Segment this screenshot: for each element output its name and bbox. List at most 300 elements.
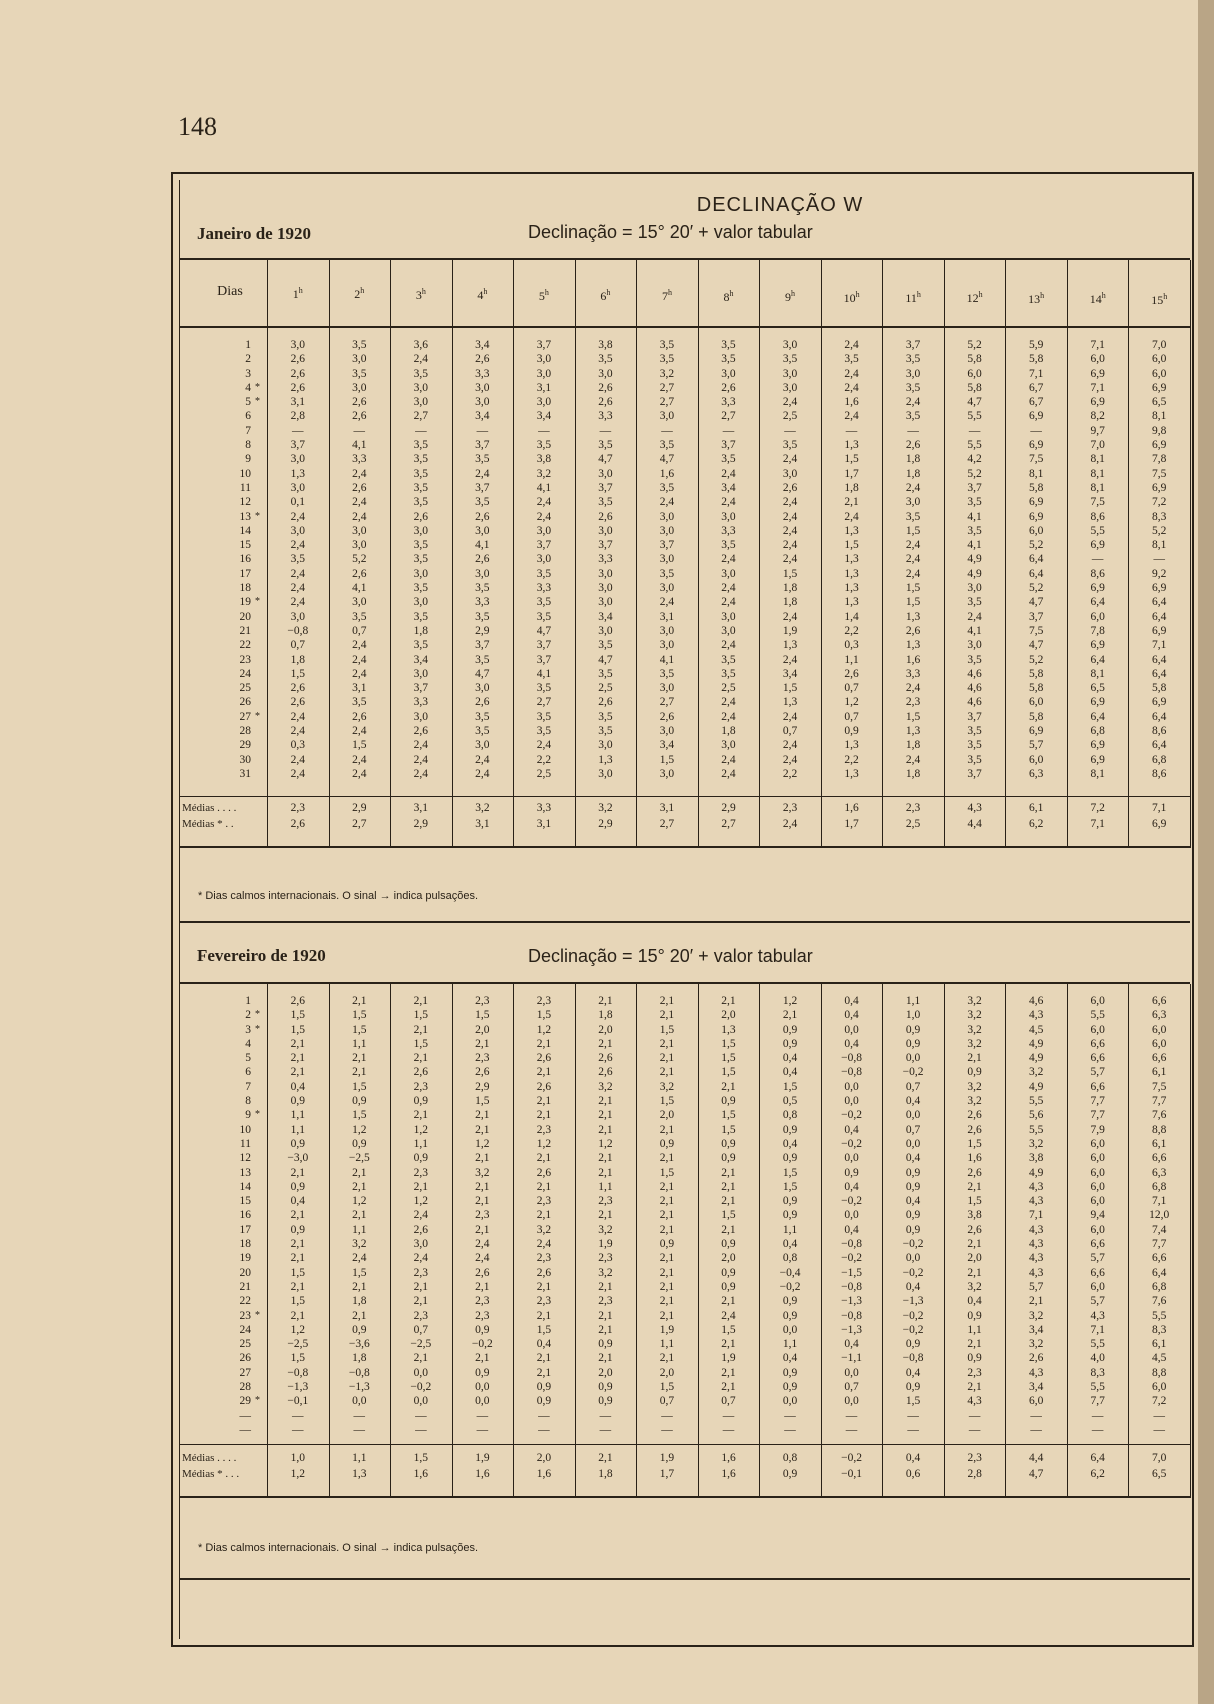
value-cell: — [968, 424, 981, 437]
value-cell: 3,5 [721, 339, 736, 351]
table-row [180, 1309, 1190, 1323]
calm-day-marker [255, 1251, 267, 1265]
value-cell: 1,9 [598, 1238, 613, 1251]
table-row [180, 994, 1190, 1008]
table-row [180, 1251, 1190, 1265]
value-cell: 0,9 [967, 1066, 982, 1079]
value-cell: 7,0 [1090, 439, 1105, 452]
means-label: Médias * . . [182, 818, 234, 830]
value-cell: 2,6 [475, 510, 490, 523]
value-cell: 7,6 [1152, 1295, 1167, 1308]
means-row [180, 1466, 1190, 1482]
value-cell: 1,3 [905, 610, 921, 623]
value-cell: 3,0 [536, 524, 552, 537]
value-cell: 6,8 [1152, 1180, 1167, 1193]
value-cell: 2,1 [967, 1180, 982, 1193]
value-cell: 0,9 [905, 1166, 921, 1179]
value-cell: 8,6 [1152, 725, 1167, 738]
value-cell: 4,3 [1090, 1309, 1105, 1322]
value-cell: 2,6 [290, 682, 305, 695]
mean-value-cell: 1,8 [598, 1468, 613, 1480]
value-cell: 3,5 [413, 496, 429, 509]
formula-january: Declinação = 15° 20′ + valor tabular [528, 222, 813, 242]
value-cell: 1,3 [844, 767, 859, 780]
day-cell: 16 [239, 1209, 251, 1222]
value-cell: 3,4 [659, 739, 675, 752]
value-cell: 3,7 [721, 439, 736, 452]
value-cell: — [661, 1409, 673, 1422]
value-cell: 6,1 [1152, 1137, 1167, 1150]
value-cell: — [661, 424, 673, 437]
table-row [180, 581, 1190, 595]
month-label-january: Janeiro de 1920 [197, 224, 311, 243]
value-cell: 6,4 [1152, 710, 1167, 723]
value-cell: 5,5 [1028, 1095, 1044, 1108]
value-cell: 3,5 [905, 353, 921, 366]
column-rule [882, 984, 883, 1498]
column-rule [1005, 260, 1006, 848]
value-cell: 1,5 [352, 1266, 367, 1279]
column-rule [575, 260, 576, 848]
value-cell: — [1153, 553, 1165, 566]
value-cell: — [415, 424, 427, 437]
mean-value-cell: 2,3 [290, 802, 305, 814]
value-cell: 2,2 [536, 753, 552, 766]
calm-day-marker: * [255, 710, 260, 722]
calm-day-marker [255, 1266, 267, 1280]
value-cell: 2,1 [659, 1152, 675, 1165]
value-cell: 8,8 [1152, 1123, 1167, 1136]
day-cell: 21 [239, 1280, 251, 1293]
value-cell: −1,1 [841, 1352, 862, 1365]
mean-value-cell: 3,1 [536, 818, 552, 830]
day-cell: 13 [239, 1166, 251, 1179]
calm-day-marker [255, 1409, 267, 1423]
value-cell: −0,2 [779, 1280, 801, 1293]
value-cell: 3,0 [475, 524, 490, 537]
value-cell: 4,5 [1028, 1023, 1044, 1036]
mean-value-cell: 2,7 [659, 818, 675, 830]
value-cell: 2,6 [352, 710, 367, 723]
value-cell: 1,5 [659, 753, 675, 766]
calm-day-marker [255, 467, 267, 481]
value-cell: 3,5 [659, 481, 675, 494]
calm-day-marker [255, 567, 267, 581]
value-cell: 1,3 [290, 467, 305, 480]
value-cell: 3,0 [659, 639, 675, 652]
value-cell: 5,7 [1090, 1066, 1105, 1079]
value-cell: 3,0 [598, 467, 613, 480]
value-cell: — [476, 1409, 489, 1422]
calm-day-marker [255, 1080, 267, 1094]
value-cell: 1,3 [844, 524, 859, 537]
table-row [180, 495, 1190, 509]
value-cell: 8,3 [1152, 510, 1167, 523]
value-cell: 3,2 [967, 1023, 982, 1036]
value-cell: 2,0 [475, 1023, 490, 1036]
value-cell: 1,5 [413, 1009, 429, 1022]
value-cell: 3,1 [352, 682, 367, 695]
value-cell: 1,2 [475, 1137, 490, 1150]
value-cell: 2,4 [475, 753, 490, 766]
rule [180, 326, 1190, 328]
value-cell: 2,4 [475, 467, 490, 480]
value-cell: 2,1 [413, 1109, 429, 1122]
value-cell: 2,4 [352, 496, 367, 509]
value-cell: 1,1 [782, 1338, 798, 1351]
value-cell: 0,9 [905, 1381, 921, 1394]
mean-value-cell: 0,8 [782, 1452, 798, 1464]
value-cell: 3,4 [782, 667, 798, 680]
value-cell: 0,9 [905, 1209, 921, 1222]
calm-day-marker [255, 1351, 267, 1365]
mean-value-cell: 2,0 [536, 1452, 552, 1464]
day-cell: 19 [239, 596, 251, 609]
value-cell: 4,1 [967, 539, 982, 552]
table-row [180, 395, 1190, 409]
value-cell: −1,3 [841, 1323, 862, 1336]
value-cell: 1,8 [782, 596, 798, 609]
value-cell: 2,6 [413, 1066, 429, 1079]
value-cell: 3,4 [413, 653, 429, 666]
hour-header: 6$^h$ [600, 288, 611, 303]
value-cell: 4,3 [1028, 1366, 1044, 1379]
value-cell: 6,4 [1090, 596, 1105, 609]
value-cell: 2,4 [475, 1238, 490, 1251]
table-row [180, 381, 1190, 395]
value-cell: 2,1 [598, 1280, 613, 1293]
value-cell: 2,4 [352, 510, 367, 523]
value-cell: 2,1 [475, 1195, 490, 1208]
value-cell: 7,2 [1152, 1395, 1167, 1408]
value-cell: 6,4 [1152, 1266, 1167, 1279]
mean-value-cell: 4,4 [1028, 1452, 1044, 1464]
calm-day-marker [255, 581, 267, 595]
calm-day-marker: * [255, 1009, 260, 1021]
value-cell: 7,2 [1152, 496, 1167, 509]
value-cell: −0,8 [841, 1309, 862, 1322]
value-cell: 5,5 [1152, 1309, 1167, 1322]
value-cell: 2,1 [290, 1238, 305, 1251]
value-cell: 3,7 [967, 710, 982, 723]
value-cell: 2,4 [536, 496, 552, 509]
value-cell: 3,4 [1028, 1381, 1044, 1394]
day-cell: 27 [239, 1366, 251, 1379]
value-cell: 1,3 [598, 753, 613, 766]
table-row [180, 538, 1190, 552]
value-cell: 6,6 [1152, 1252, 1167, 1265]
value-cell: 6,5 [1152, 396, 1167, 409]
value-cell: 0,9 [721, 1266, 736, 1279]
value-cell: 0,0 [352, 1395, 367, 1408]
value-cell: 2,1 [659, 1123, 675, 1136]
calm-day-marker: * [255, 596, 260, 608]
value-cell: 3,5 [905, 410, 921, 423]
value-cell: 2,6 [290, 381, 305, 394]
day-cell: 2 [245, 1009, 251, 1022]
value-cell: 0,9 [782, 1037, 798, 1050]
day-cell: 5 [245, 1052, 251, 1065]
value-cell: 6,9 [1152, 439, 1167, 452]
value-cell: 3,0 [967, 639, 982, 652]
means-row [180, 800, 1190, 816]
value-cell: 3,5 [413, 582, 429, 595]
value-cell: 6,0 [1090, 1195, 1105, 1208]
value-cell: 4,3 [1028, 1266, 1044, 1279]
value-cell: 3,5 [598, 667, 613, 680]
value-cell: −0,2 [902, 1323, 924, 1336]
table-row [180, 1380, 1190, 1394]
value-cell: 5,8 [967, 381, 982, 394]
value-cell: 0,4 [782, 1238, 798, 1251]
value-cell: 0,7 [905, 1080, 921, 1093]
value-cell: 6,9 [1090, 753, 1105, 766]
value-cell: 1,1 [967, 1323, 982, 1336]
value-cell: 4,9 [1028, 1037, 1044, 1050]
value-cell: 9,4 [1090, 1209, 1105, 1222]
value-cell: 2,5 [721, 682, 736, 695]
value-cell: 2,6 [475, 553, 490, 566]
value-cell: 3,4 [536, 410, 552, 423]
value-cell: 6,8 [1090, 725, 1105, 738]
value-cell: 2,1 [290, 1280, 305, 1293]
value-cell: 2,4 [536, 510, 552, 523]
value-cell: — [476, 424, 489, 437]
value-cell: 4,3 [1028, 1180, 1044, 1193]
value-cell: −0,8 [287, 1366, 309, 1379]
day-cell: 18 [239, 582, 251, 595]
value-cell: 3,7 [290, 439, 305, 452]
table-row [180, 653, 1190, 667]
mean-value-cell: 4,4 [967, 818, 982, 830]
value-cell: 2,4 [290, 510, 305, 523]
value-cell: 2,1 [536, 1180, 552, 1193]
value-cell: 6,0 [1090, 1180, 1105, 1193]
value-cell: 3,0 [782, 467, 798, 480]
value-cell: 2,4 [659, 496, 675, 509]
value-cell: 0,9 [536, 1395, 552, 1408]
column-rule [329, 984, 330, 1498]
value-cell: 0,4 [782, 1052, 798, 1065]
value-cell: 2,1 [536, 1066, 552, 1079]
value-cell: 6,4 [1090, 710, 1105, 723]
value-cell: 4,3 [1028, 1009, 1044, 1022]
value-cell: 2,1 [721, 1195, 736, 1208]
value-cell: 1,8 [782, 582, 798, 595]
value-cell: 3,8 [598, 339, 613, 351]
table-row [180, 767, 1190, 781]
value-cell: 0,0 [844, 1023, 859, 1036]
value-cell: 2,1 [659, 1252, 675, 1265]
table-row [180, 1180, 1190, 1194]
value-cell: 1,2 [598, 1137, 613, 1150]
value-cell: −0,2 [841, 1195, 862, 1208]
value-cell: 6,9 [1152, 381, 1167, 394]
value-cell: 3,5 [659, 567, 675, 580]
value-cell: 2,1 [290, 1309, 305, 1322]
value-cell: 0,9 [721, 1152, 736, 1165]
value-cell: 2,1 [536, 1095, 552, 1108]
value-cell: 0,9 [782, 1152, 798, 1165]
value-cell: 6,0 [1028, 524, 1044, 537]
column-rule [390, 984, 391, 1498]
value-cell: 2,1 [659, 1266, 675, 1279]
value-cell: 2,1 [413, 1295, 429, 1308]
value-cell: 3,0 [659, 410, 675, 423]
table-row [180, 724, 1190, 738]
calm-day-marker: * [255, 1109, 260, 1121]
value-cell: 1,5 [290, 1295, 305, 1308]
table-row [180, 1194, 1190, 1208]
value-cell: 7,4 [1152, 1223, 1167, 1236]
column-rule [1190, 260, 1191, 848]
value-cell: 1,5 [659, 1166, 675, 1179]
value-cell: 0,4 [844, 995, 859, 1007]
value-cell: 3,0 [782, 367, 798, 380]
day-cell: 7 [245, 424, 251, 437]
value-cell: 7,1 [1028, 367, 1044, 380]
value-cell: 2,0 [967, 1252, 982, 1265]
value-cell: 1,3 [844, 596, 859, 609]
value-cell: 1,5 [475, 1009, 490, 1022]
value-cell: 6,0 [1090, 1223, 1105, 1236]
value-cell: 4,6 [967, 696, 982, 709]
value-cell: 2,4 [659, 596, 675, 609]
value-cell: 1,5 [782, 682, 798, 695]
mean-value-cell: 6,2 [1090, 1468, 1105, 1480]
value-cell: 2,6 [290, 367, 305, 380]
value-cell: 1,5 [659, 1381, 675, 1394]
value-cell: — [1153, 1409, 1165, 1422]
value-cell: 2,1 [721, 1080, 736, 1093]
value-cell: — [415, 1423, 427, 1436]
value-cell: 3,5 [536, 710, 552, 723]
value-cell: 1,5 [782, 567, 798, 580]
value-cell: 2,4 [413, 739, 429, 752]
value-cell: 1,2 [290, 1323, 305, 1336]
value-cell: — [968, 1423, 981, 1436]
value-cell: 3,2 [475, 1166, 490, 1179]
value-cell: 6,5 [1090, 682, 1105, 695]
value-cell: −0,8 [902, 1352, 924, 1365]
column-rule [1190, 984, 1191, 1498]
value-cell: 3,0 [475, 567, 490, 580]
value-cell: 0,0 [905, 1252, 921, 1265]
table-row [180, 1394, 1190, 1408]
rule [180, 846, 1190, 848]
value-cell: 3,2 [967, 995, 982, 1007]
value-cell: 0,4 [905, 1366, 921, 1379]
value-cell: 5,5 [1090, 1009, 1105, 1022]
table-row [180, 710, 1190, 724]
value-cell: 3,5 [659, 353, 675, 366]
value-cell: 3,0 [967, 582, 982, 595]
value-cell: 0,9 [352, 1095, 367, 1108]
table-row [180, 667, 1190, 681]
value-cell: 2,1 [844, 496, 859, 509]
value-cell: 6,9 [1090, 696, 1105, 709]
value-cell: 3,7 [536, 639, 552, 652]
value-cell: 3,5 [413, 553, 429, 566]
value-cell: 2,3 [905, 696, 921, 709]
value-cell: 0,0 [905, 1109, 921, 1122]
value-cell: 3,3 [598, 553, 613, 566]
value-cell: 1,5 [352, 739, 367, 752]
value-cell: 2,6 [413, 1223, 429, 1236]
value-cell: −3,6 [348, 1338, 370, 1351]
table-row [180, 409, 1190, 423]
value-cell: 2,3 [536, 1195, 552, 1208]
value-cell: 2,6 [967, 1109, 982, 1122]
table-row [180, 1266, 1190, 1280]
calm-day-marker [255, 638, 267, 652]
value-cell: 1,5 [536, 1009, 552, 1022]
day-cell: 4 [245, 381, 251, 394]
value-cell: 1,5 [782, 1080, 798, 1093]
calm-day-marker [255, 1065, 267, 1079]
table-row [180, 681, 1190, 695]
value-cell: 3,5 [905, 381, 921, 394]
value-cell: 2,1 [352, 1180, 367, 1193]
value-cell: 1,5 [352, 1109, 367, 1122]
value-cell: 8,1 [1090, 767, 1105, 780]
value-cell: 3,5 [413, 367, 429, 380]
value-cell: 3,0 [352, 353, 367, 366]
calm-day-marker [255, 495, 267, 509]
value-cell: 2,3 [475, 1295, 490, 1308]
value-cell: 0,7 [782, 725, 798, 738]
january-means-table [180, 800, 1190, 832]
value-cell: 2,1 [352, 1280, 367, 1293]
day-cell: 14 [239, 1180, 251, 1193]
value-cell: 2,6 [413, 510, 429, 523]
value-cell: 6,4 [1152, 653, 1167, 666]
value-cell: 1,4 [844, 610, 859, 623]
value-cell: 5,2 [1028, 653, 1044, 666]
value-cell: 6,9 [1028, 410, 1044, 423]
value-cell: 3,0 [413, 710, 429, 723]
value-cell: −0,2 [471, 1338, 493, 1351]
value-cell: 3,0 [721, 624, 736, 637]
value-cell: 0,0 [844, 1395, 859, 1408]
column-rule [513, 984, 514, 1498]
value-cell: −1,3 [287, 1381, 309, 1394]
value-cell: 3,2 [1028, 1137, 1044, 1150]
value-cell: 2,4 [352, 667, 367, 680]
value-cell: — [1091, 553, 1104, 566]
calm-day-marker: * [255, 1309, 260, 1321]
value-cell: 1,2 [352, 1195, 367, 1208]
mean-value-cell: 2,9 [413, 818, 429, 830]
value-cell: 3,0 [659, 767, 675, 780]
value-cell: — [1153, 1423, 1165, 1436]
value-cell: 2,6 [598, 510, 613, 523]
value-cell: 2,6 [352, 481, 367, 494]
calm-day-marker [255, 1151, 267, 1165]
value-cell: 2,1 [290, 1209, 305, 1222]
table-row [180, 1423, 1190, 1437]
value-cell: 0,9 [905, 1037, 921, 1050]
value-cell: 0,9 [352, 1137, 367, 1150]
value-cell: 2,1 [598, 1095, 613, 1108]
value-cell: 0,4 [782, 1352, 798, 1365]
value-cell: 0,0 [413, 1366, 429, 1379]
calm-day-marker: * [255, 396, 260, 408]
value-cell: 5,5 [1028, 1123, 1044, 1136]
value-cell: 3,5 [967, 653, 982, 666]
column-rule [698, 984, 699, 1498]
value-cell: 2,4 [721, 496, 736, 509]
